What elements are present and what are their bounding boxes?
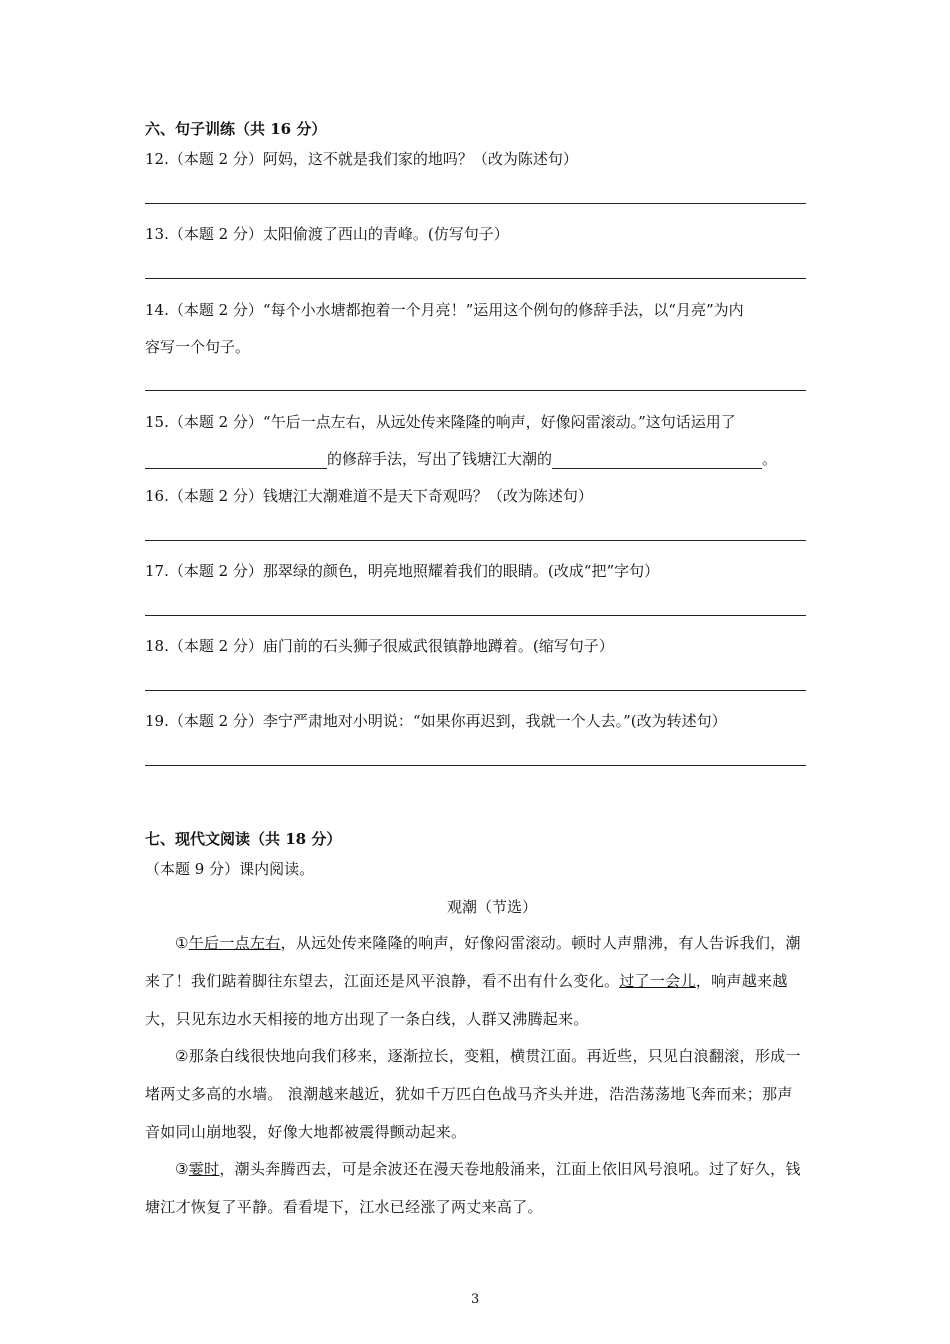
paragraph-1-text-a: ，从远处传来隆隆的响声，好像闷雷滚动。顿时人声鼎沸，有人告诉我们，潮来了！我们踮着脚往东望去，江面还是风平浪静，看不出有什么变化。 (145, 934, 801, 990)
question-15-mid-text: 的修辞手法，写出了钱塘江大潮的 (327, 450, 553, 468)
question-14-line-2: 容写一个句子。 (145, 338, 251, 356)
answer-line-16[interactable] (145, 540, 806, 541)
passage-paragraph-2: ②那条白线很快地向我们移来，逐渐拉长，变粗，横贯江面。再近些，只见白浪翻滚，形成一堵两丈多高的水墙。 浪潮越来越近，犹如千万匹白色战马齐头并进，浩浩荡荡地飞奔而来；那声音如同山崩地裂，好像大地都被震得颤动起来。 (145, 1047, 801, 1141)
underlined-time-phrase-2: 过了一会儿 (619, 972, 696, 990)
passage-title: 观潮（节选） (447, 898, 538, 916)
passage-paragraph-1 (145, 924, 807, 1038)
passage-paragraph-3 (145, 1150, 807, 1226)
underlined-time-phrase-3: 霎时 (188, 1160, 220, 1178)
page-number: 3 (471, 1292, 480, 1307)
answer-line-13[interactable] (145, 278, 806, 279)
question-18: 18.（本题 2 分）庙门前的石头狮子很威武很镇静地蹲着。(缩写句子） (145, 637, 614, 655)
answer-line-18[interactable] (145, 690, 806, 691)
answer-line-12[interactable] (145, 203, 806, 204)
fill-blank-feature[interactable] (552, 451, 762, 469)
paragraph-3-number: ③ (175, 1160, 189, 1178)
question-15-line-1: 15.（本题 2 分）“午后一点左右，从远处传来隆隆的响声，好像闷雷滚动。”这句话运用了 (145, 413, 736, 431)
question-16: 16.（本题 2 分）钱塘江大潮难道不是天下奇观吗？（改为陈述句） (145, 487, 593, 505)
answer-line-19[interactable] (145, 765, 806, 766)
question-17: 17.（本题 2 分）那翠绿的颜色，明亮地照耀着我们的眼睛。(改成“把”字句） (145, 562, 660, 580)
question-15-end-text: 。 (762, 450, 778, 468)
section-seven-heading: 七、现代文阅读（共 18 分） (145, 830, 342, 848)
reading-intro: （本题 9 分）课内阅读。 (145, 860, 315, 878)
paragraph-1-text-b: ，响声越来越大，只见东边水天相接的地方出现了一条白线，人群又沸腾起来。 (145, 972, 788, 1028)
answer-line-17[interactable] (145, 615, 806, 616)
question-13: 13.（本题 2 分）太阳偷渡了西山的青峰。(仿写句子） (145, 225, 509, 243)
question-14-line-1: 14.（本题 2 分）“每个小水塘都抱着一个月亮！”运用这个例句的修辞手法，以“月亮”为内 (145, 301, 744, 319)
question-12: 12.（本题 2 分）阿妈，这不就是我们家的地吗？（改为陈述句） (145, 150, 578, 168)
fill-blank-rhetoric[interactable] (145, 451, 327, 469)
underlined-time-phrase-1: 午后一点左右 (188, 934, 281, 952)
paragraph-3-text: ，潮头奔腾西去，可是余波还在漫天卷地般涌来，江面上依旧风号浪吼。过了好久，钱塘江才恢复了平静。看看堤下，江水已经涨了两丈来高了。 (145, 1160, 801, 1216)
answer-line-14[interactable] (145, 390, 806, 391)
question-19: 19.（本题 2 分）李宁严肃地对小明说：“如果你再迟到，我就一个人去。”(改为转述句） (145, 712, 727, 730)
question-15-line-2 (145, 449, 777, 469)
paragraph-1-number: ① (175, 934, 189, 952)
section-six-heading: 六、句子训练（共 16 分） (145, 120, 327, 138)
